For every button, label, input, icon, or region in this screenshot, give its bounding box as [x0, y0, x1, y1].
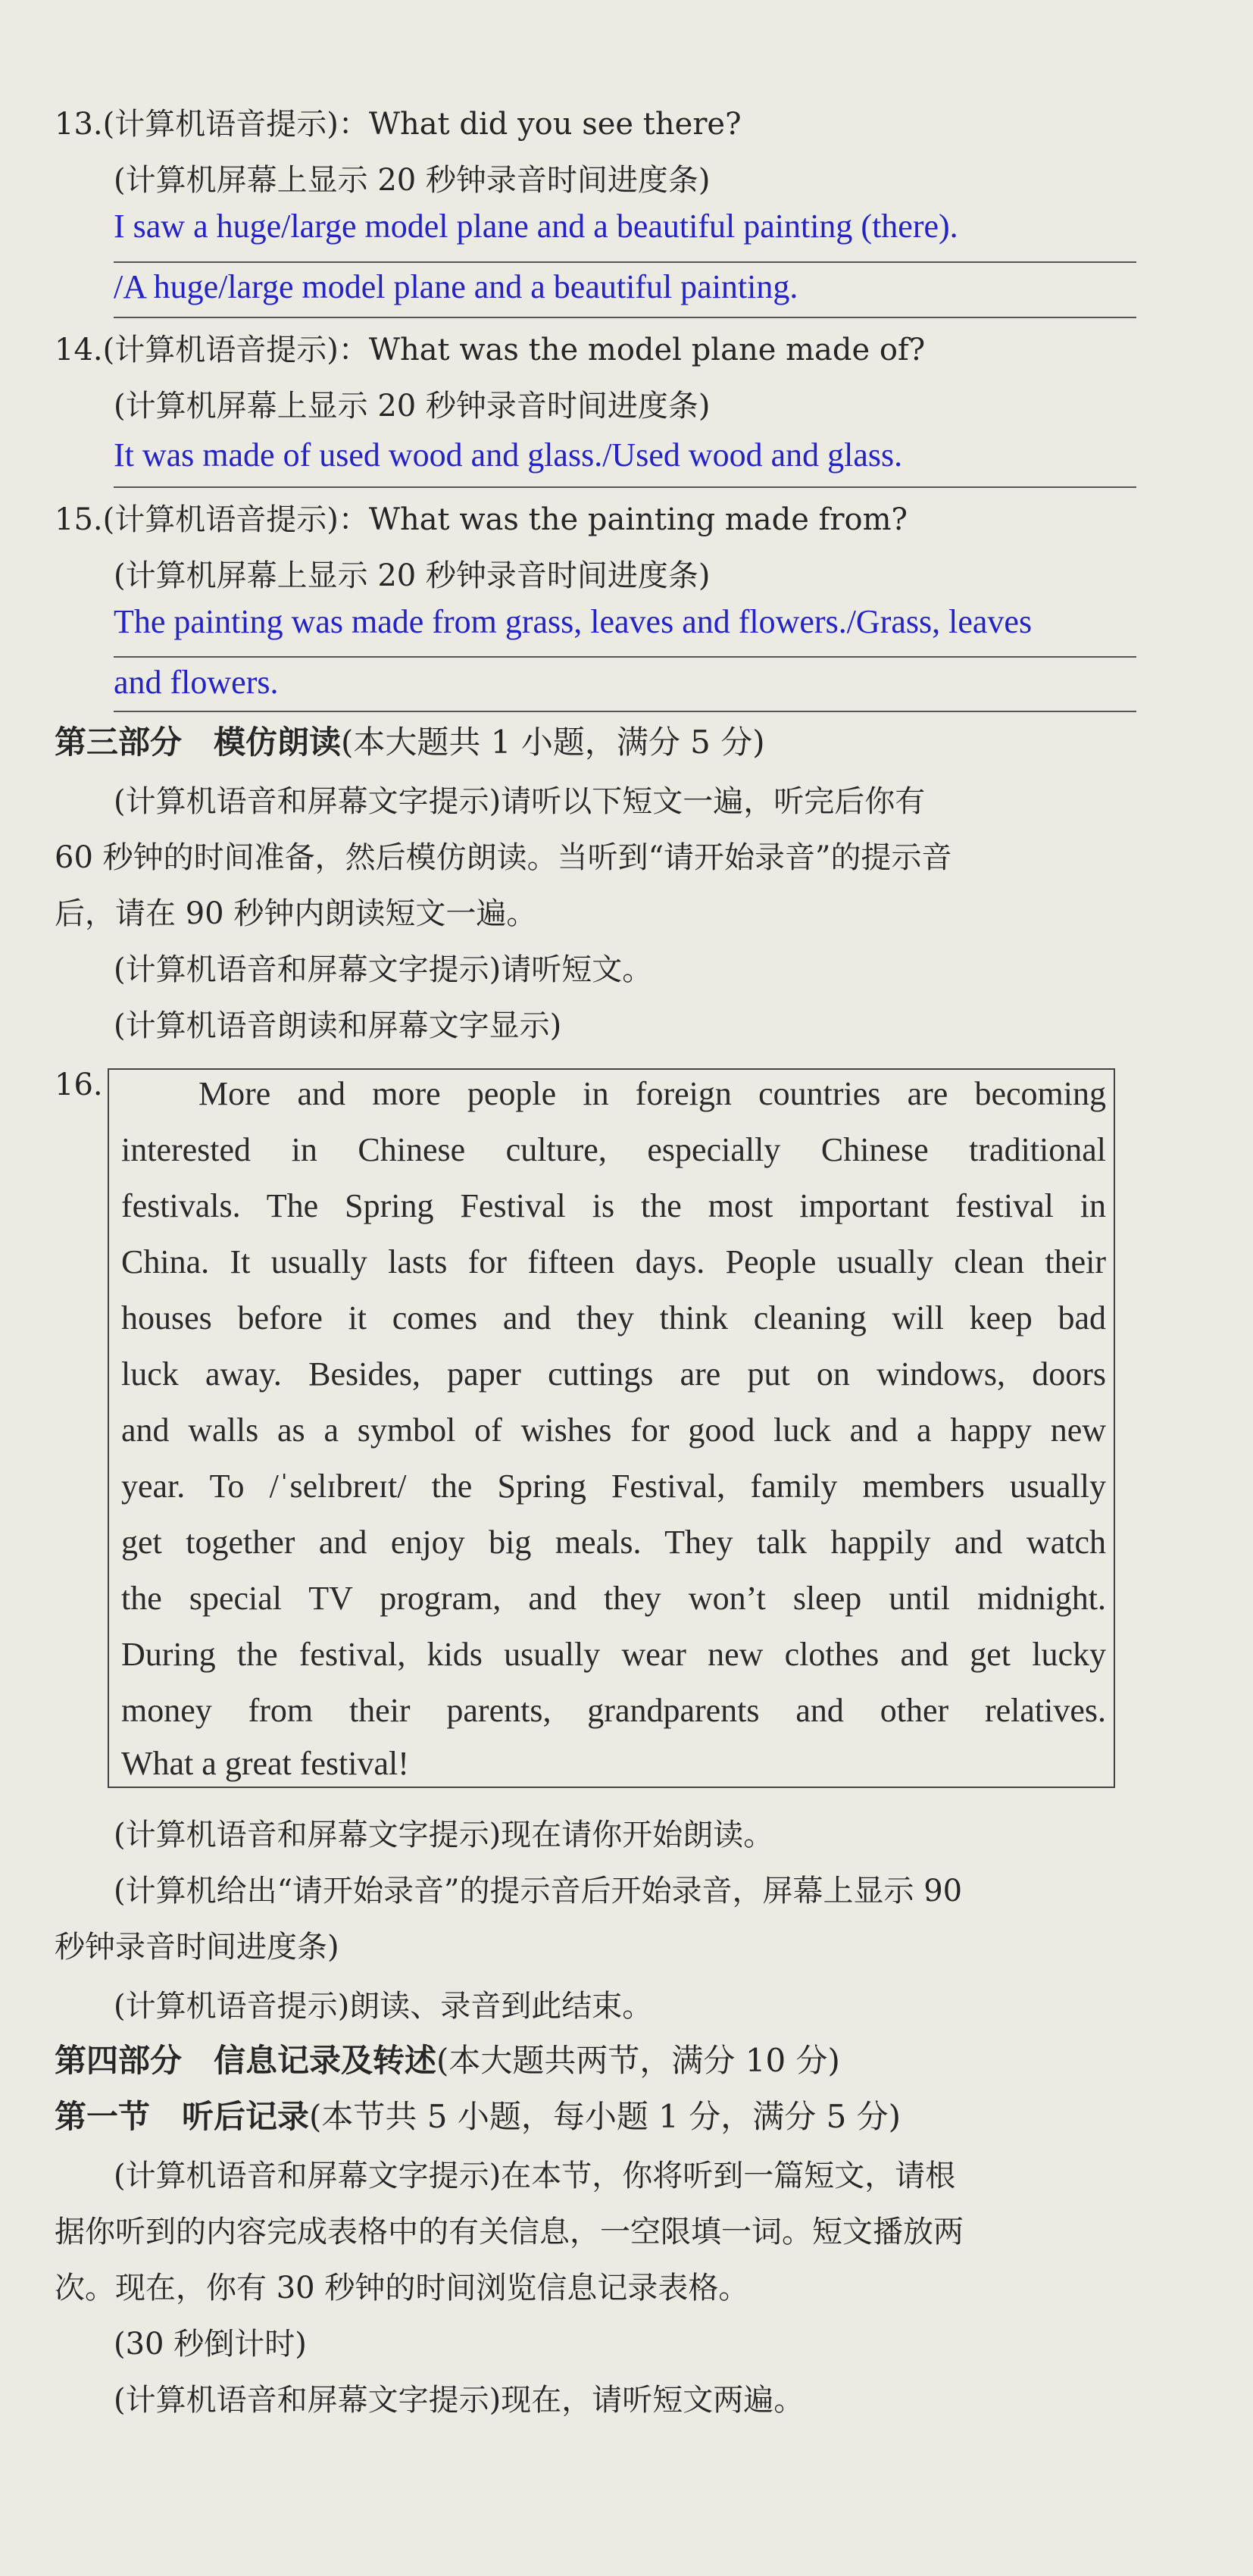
- part3-intro-line-1: (计算机语音和屏幕文字提示)请听以下短文一遍，听完后你有: [114, 784, 926, 819]
- part4-section-title: 第一节 听后记录: [55, 2098, 310, 2135]
- item-prompt: (计算机语音提示)：What did you see there?: [102, 107, 742, 142]
- part3-title: 第三部分 模仿朗读: [55, 724, 342, 761]
- item-15-timer: (计算机屏幕上显示 20 秒钟录音时间进度条): [114, 558, 711, 593]
- part3-end: (计算机语音提示)朗读、录音到此结束。: [114, 1989, 653, 2024]
- part3-record-line-1: (计算机给出“请开始录音”的提示音后开始录音，屏幕上显示 90: [114, 1874, 963, 1909]
- passage-line: More and more people in foreign countries are becoming: [198, 1075, 1106, 1112]
- passage-number: 16.: [55, 1068, 103, 1102]
- part3-display: (计算机语音朗读和屏幕文字显示): [114, 1008, 562, 1043]
- part3-intro-line-3: 后，请在 90 秒钟内朗读短文一遍。: [55, 896, 537, 931]
- passage-line: houses before it comes and they think cleaning will keep bad: [121, 1299, 1106, 1336]
- item-15-answer-line-1: The painting was made from grass, leaves and flowers./Grass, leaves: [114, 603, 1033, 640]
- part3-listen: (计算机语音和屏幕文字提示)请听短文。: [114, 952, 653, 987]
- part3-record-line-2: 秒钟录音时间进度条): [55, 1930, 339, 1965]
- passage-line: interested in Chinese culture, especially Chinese traditional: [121, 1131, 1106, 1168]
- item-14-answer-line-1: It was made of used wood and glass./Used wood and glass.: [114, 436, 903, 474]
- part4-countdown: (30 秒倒计时): [114, 2327, 307, 2362]
- item-number: 15.: [55, 502, 103, 537]
- answer-rule: [114, 656, 1136, 658]
- item-14-timer: (计算机屏幕上显示 20 秒钟录音时间进度条): [114, 389, 711, 424]
- passage-line: During the festival, kids usually wear new clothes and get lucky: [121, 1636, 1106, 1673]
- part4-title: 第四部分 信息记录及转述: [55, 2042, 437, 2079]
- passage-line: China. It usually lasts for fifteen days. People usually clean their: [121, 1243, 1106, 1280]
- part3-note: (本大题共 1 小题，满分 5 分): [341, 724, 765, 761]
- part4-listen-twice: (计算机语音和屏幕文字提示)现在，请听短文两遍。: [114, 2383, 805, 2418]
- item-15: [55, 499, 908, 541]
- item-13-answer-line-1: I saw a huge/large model plane and a beautiful painting (there).: [114, 208, 958, 245]
- answer-rule: [114, 711, 1136, 712]
- passage-line: and walls as a symbol of wishes for good luck and a happy new: [121, 1411, 1106, 1449]
- part3-heading: [55, 721, 765, 764]
- item-15-answer-line-2: and flowers.: [114, 664, 279, 701]
- part4-heading: [55, 2040, 840, 2082]
- item-number: 14.: [55, 333, 103, 367]
- answer-rule: [114, 261, 1136, 263]
- part4-note: (本大题共两节，满分 10 分): [436, 2042, 840, 2079]
- passage-line: luck away. Besides, paper cuttings are put on windows, doors: [121, 1355, 1106, 1393]
- part3-intro-line-2: 60 秒钟的时间准备，然后模仿朗读。当听到“请开始录音”的提示音: [55, 840, 952, 875]
- passage-line: festivals. The Spring Festival is the most important festival in: [121, 1187, 1106, 1224]
- part4-intro-line-3: 次。现在，你有 30 秒钟的时间浏览信息记录表格。: [55, 2271, 749, 2306]
- answer-rule: [114, 317, 1136, 318]
- part4-intro-line-1: (计算机语音和屏幕文字提示)在本节，你将听到一篇短文，请根: [114, 2159, 956, 2193]
- passage-line: get together and enjoy big meals. They talk happily and watch: [121, 1524, 1106, 1561]
- item-prompt: (计算机语音提示)：What was the model plane made of?: [102, 333, 926, 367]
- item-number: 13.: [55, 107, 103, 142]
- part3-start-reading: (计算机语音和屏幕文字提示)现在请你开始朗读。: [114, 1818, 774, 1852]
- part4-section-note: (本节共 5 小题，每小题 1 分，满分 5 分): [309, 2098, 901, 2135]
- item-prompt: (计算机语音提示)：What was the painting made from?: [102, 502, 908, 537]
- item-13-timer: (计算机屏幕上显示 20 秒钟录音时间进度条): [114, 163, 711, 198]
- item-14: [55, 329, 925, 371]
- part4-section-heading: [55, 2096, 901, 2138]
- answer-rule: [114, 486, 1136, 488]
- item-13: [55, 103, 742, 145]
- passage-line: year. To /ˈselɪbreɪt/ the Spring Festival, family members usually: [121, 1468, 1106, 1505]
- item-13-answer-line-2: /A huge/large model plane and a beautiful painting.: [114, 268, 798, 305]
- part4-intro-line-2: 据你听到的内容完成表格中的有关信息，一空限填一词。短文播放两: [55, 2215, 964, 2249]
- passage-line: the special TV program, and they won’t sleep until midnight.: [121, 1580, 1106, 1617]
- passage-line: What a great festival!: [121, 1745, 409, 1782]
- passage-line: money from their parents, grandparents and other relatives.: [121, 1692, 1106, 1729]
